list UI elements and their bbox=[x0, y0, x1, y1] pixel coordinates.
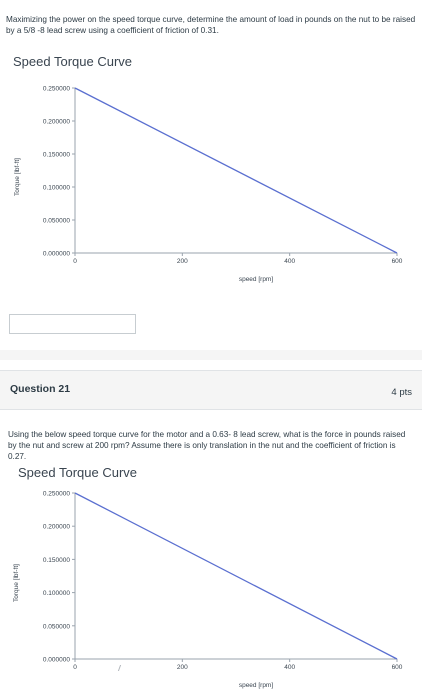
chart-1-y-axis-label: Torque [lbf-ft] bbox=[14, 158, 21, 196]
x-tick-label: 200 bbox=[176, 258, 188, 265]
y-tick-label: 0.200000 bbox=[42, 118, 70, 126]
question-text: Using the below speed torque curve for the motor and a 0.63- 8 lead screw, what is the force in pounds raised by the nut and screw at 200 rpm? Assume there is only translation in the nut and the coefficient of friction is 0.27. bbox=[8, 430, 406, 461]
x-tick-label: 200 bbox=[176, 664, 188, 671]
chart-2-title: Speed Torque Curve bbox=[18, 465, 138, 480]
y-tick-label: 0.000000 bbox=[42, 250, 70, 258]
y-tick-label: 0.200000 bbox=[42, 523, 70, 531]
y-tick-label: 0.150000 bbox=[42, 151, 70, 159]
x-tick-label: 600 bbox=[391, 664, 403, 671]
y-tick-label: 0.100000 bbox=[42, 184, 70, 192]
y-tick-label: 0.050000 bbox=[42, 217, 70, 225]
chart-2-y-axis-label: Torque [lbf-ft] bbox=[13, 564, 20, 602]
series-line bbox=[75, 493, 397, 659]
y-tick-label: 0.050000 bbox=[42, 623, 70, 631]
chart-1-title: Speed Torque Curve bbox=[13, 54, 133, 69]
x-tick-label: 0 bbox=[73, 258, 77, 265]
question-points: 4 pts bbox=[391, 387, 412, 398]
x-axis-label: speed [rpm] bbox=[238, 276, 274, 283]
y-tick-label: 0.000000 bbox=[42, 656, 70, 664]
y-tick-label: 0.250000 bbox=[42, 85, 70, 93]
previous-question-text: Maximizing the power on the speed torque curve, determine the amount of load in pounds on the nut to be raised by a 5/8 -8 lead screw using a coefficient of friction of 0.31. bbox=[6, 15, 416, 35]
x-tick-label: 400 bbox=[284, 258, 296, 265]
question-title: Question 21 bbox=[10, 383, 71, 395]
x-axis-label: speed [rpm] bbox=[238, 682, 274, 689]
x-tick-label: 600 bbox=[391, 258, 403, 265]
x-tick-label: 400 bbox=[284, 664, 296, 671]
x-tick-label: 0 bbox=[73, 664, 77, 671]
y-tick-label: 0.100000 bbox=[42, 590, 70, 598]
y-tick-label: 0.150000 bbox=[42, 556, 70, 564]
y-tick-label: 0.250000 bbox=[42, 490, 70, 498]
